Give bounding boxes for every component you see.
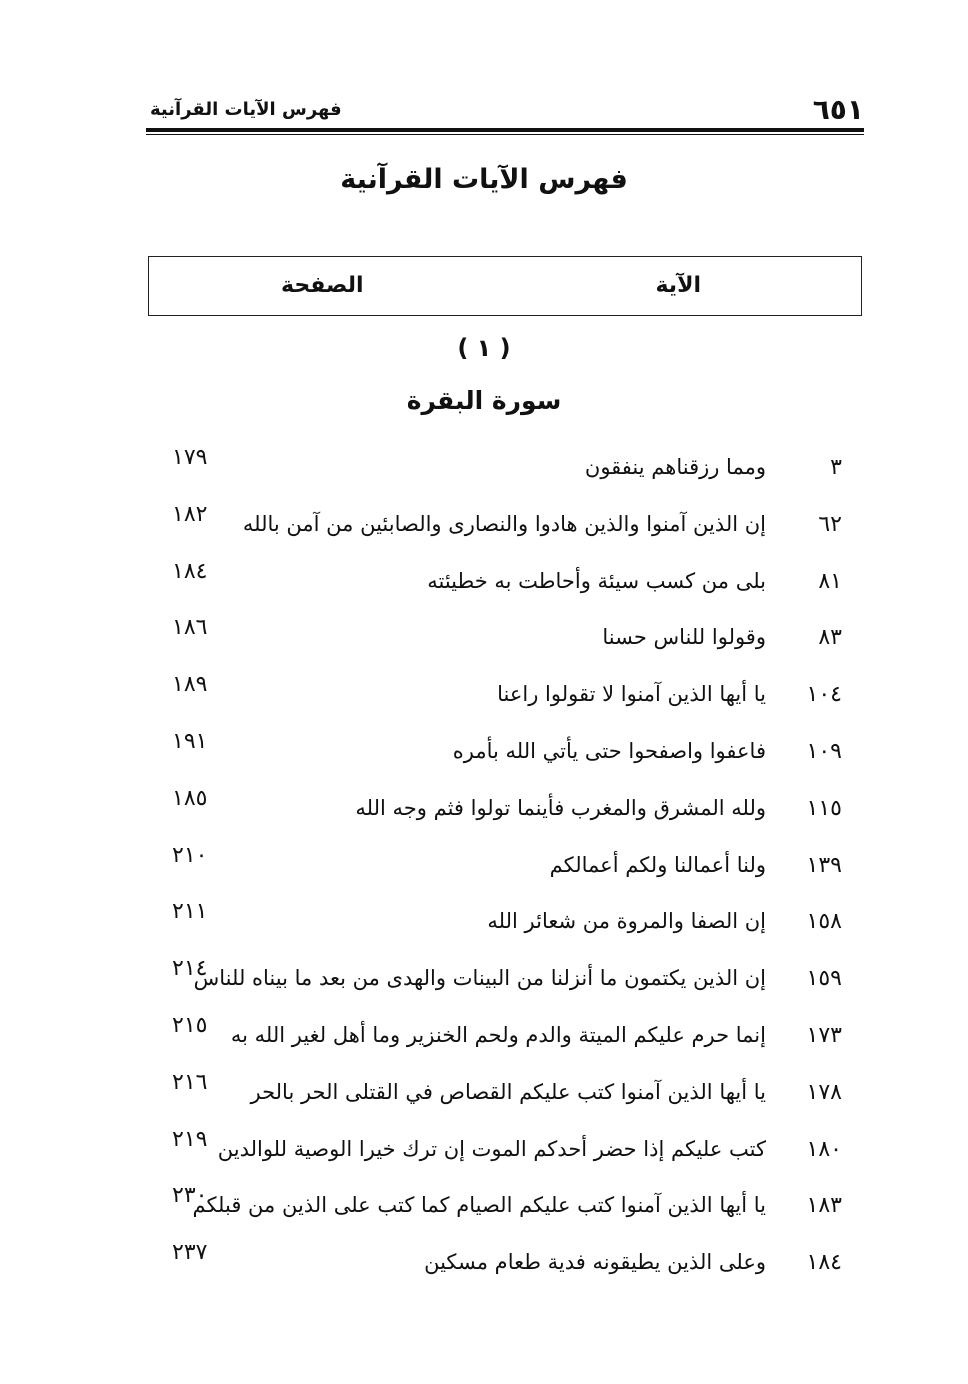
verse-number: ١٨٠: [806, 1136, 842, 1162]
verse-page: ٢١٩: [172, 1126, 208, 1152]
verse-text: بلى من كسب سيئة وأحاطت به خطيئته: [427, 568, 766, 593]
ayah-column-header: الآية: [655, 273, 701, 298]
verse-text: يا أيها الذين آمنوا لا تقولوا راعنا: [497, 682, 766, 707]
verse-number: ١٧٨: [806, 1079, 842, 1105]
verse-page: ١٨٤: [172, 558, 208, 584]
verse-number: ١٥٩: [806, 966, 842, 992]
verse-text: وعلى الذين يطيقونه فدية طعام مسكين: [424, 1250, 766, 1275]
verse-entry: [150, 894, 856, 951]
verse-text: إن الذين يكتمون ما أنزلنا من البينات والهدى من بعد ما بيناه للناس: [193, 966, 766, 991]
verse-number: ١٨٤: [806, 1250, 842, 1276]
verse-entry: [150, 1178, 856, 1235]
verse-page: ٢٣٧: [172, 1240, 208, 1266]
verse-text: إن الذين آمنوا والذين هادوا والنصارى والصابئين من آمن بالله: [242, 511, 766, 536]
verse-number: ٣: [830, 455, 842, 480]
verse-entry: [150, 838, 856, 895]
verse-entry: [150, 497, 856, 554]
page-column-header: الصفحة: [281, 273, 364, 298]
verse-text: وقولوا للناس حسنا: [602, 625, 766, 650]
verse-text: ولله المشرق والمغرب فأينما تولوا فثم وجه الله: [355, 795, 766, 820]
running-title: فهرس الآيات القرآنية: [150, 99, 342, 120]
verse-entry: [150, 724, 856, 781]
verse-text: يا أيها الذين آمنوا كتب عليكم القصاص في القتلى الحر بالحر: [250, 1079, 766, 1104]
verse-number: ١٠٤: [806, 682, 842, 708]
page-title: فهرس الآيات القرآنية: [340, 164, 628, 195]
verse-page: ٢١١: [172, 899, 208, 925]
verse-page: ٢١٤: [172, 956, 208, 982]
page-number: ٦٥١: [812, 93, 864, 126]
verse-number: ٨٣: [818, 625, 842, 651]
header-rule: [146, 128, 864, 132]
verse-entry: [150, 440, 856, 497]
verse-entry: [150, 1065, 856, 1122]
verse-entry: [150, 610, 856, 667]
verse-entry: [150, 1122, 856, 1179]
verse-page: ١٨٥: [172, 785, 208, 811]
verse-page: ١٩١: [172, 728, 208, 754]
running-header: [146, 92, 864, 132]
surah-name: سورة البقرة: [406, 386, 562, 415]
verse-text: ولنا أعمالنا ولكم أعمالكم: [549, 852, 766, 877]
verse-entry: [150, 951, 856, 1008]
verse-number: ٦٢: [818, 511, 842, 537]
verse-number: ١٧٣: [806, 1022, 842, 1048]
verse-page: ١٨٩: [172, 672, 208, 698]
verse-entry: [150, 554, 856, 611]
verse-index-list: [150, 440, 856, 1292]
verse-number: ١١٥: [806, 795, 842, 821]
verse-number: ٨١: [818, 568, 842, 594]
verse-entry: [150, 1235, 856, 1292]
table-header: [148, 256, 862, 316]
verse-number: ١٣٩: [806, 852, 842, 878]
verse-text: فاعفوا واصفحوا حتى يأتي الله بأمره: [452, 738, 766, 763]
verse-number: ١٠٩: [806, 738, 842, 764]
verse-text: كتب عليكم إذا حضر أحدكم الموت إن ترك خيرا الوصية للوالدين: [217, 1136, 766, 1161]
verse-entry: [150, 781, 856, 838]
verse-page: ٢١٦: [172, 1069, 208, 1095]
verse-page: ٢١٥: [172, 1012, 208, 1038]
verse-entry: [150, 667, 856, 724]
verse-text: إن الصفا والمروة من شعائر الله: [487, 909, 766, 934]
verse-number: ١٥٨: [806, 909, 842, 935]
verse-page: ٢٣٠: [172, 1183, 208, 1209]
verse-page: ١٨٦: [172, 615, 208, 641]
verse-page: ١٧٩: [172, 445, 208, 470]
verse-page: ١٨٢: [172, 501, 208, 527]
verse-text: يا أيها الذين آمنوا كتب عليكم الصيام كما كتب على الذين من قبلكم: [192, 1193, 766, 1218]
verse-text: ومما رزقناهم ينفقون: [584, 455, 766, 479]
verse-text: إنما حرم عليكم الميتة والدم ولحم الخنزير وما أهل لغير الله به: [230, 1022, 766, 1047]
section-number: ( ١ ): [457, 334, 511, 362]
verse-number: ١٨٣: [806, 1193, 842, 1219]
header-rule-thin: [146, 134, 864, 135]
verse-page: ٢١٠: [172, 842, 208, 868]
verse-entry: [150, 1008, 856, 1065]
